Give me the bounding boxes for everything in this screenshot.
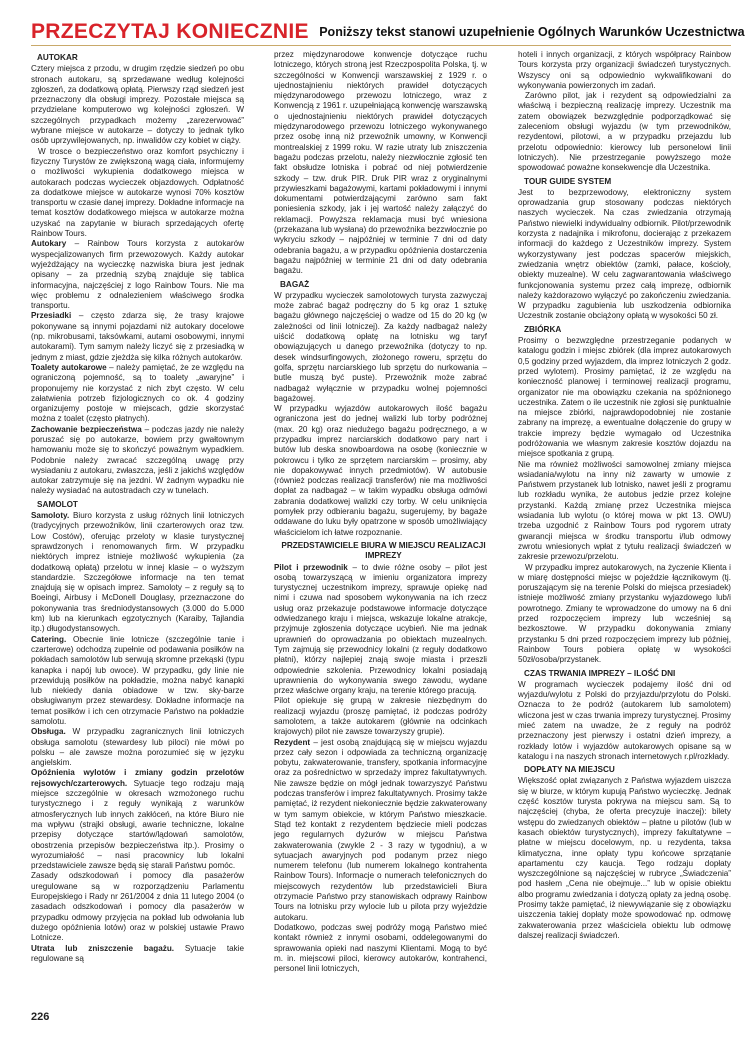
paragraph <box>274 738 487 923</box>
column-3 <box>518 50 731 990</box>
paragraph: hoteli i innych organizacji, z których współpracy Rainbow Tours korzysta przy organizacji świadczeń turystycznych. Wszyscy oni są odpowiednio wykwalifikowani do wykonywania powierzonych im zadań. <box>518 50 731 90</box>
paragraph: W trosce o bezpieczeństwo oraz komfort psychiczny i fizyczny Turystów ze zwiększoną wagą ciała, informujemy o możliwości wykupienia dodatkowego miejsca w autokarach podczas wycieczek objazdowych. Odpłatność za dodatkowe miejsce w autokarze wynosi 70% kosztów transportu w czasie danej imprezy. Dokładne informacje na temat kosztów dodatkowego miejsca w autokarze można uzyskać na zapytanie w biurach sprzedających ofertę Rainbow Tours. <box>31 146 244 239</box>
paragraph <box>31 635 244 728</box>
paragraph-text: – często zdarza się, że trasy krajowe pokonywane są innymi pojazdami niż autokary docelowe (np. mikrobusami, taksówkami, autami osobowymi, innymi autokarami). Tym samym należy liczyć się z przesiadką w jednym z miast, gdzie zjeżdża się kilka różnych autokarów. <box>31 311 244 362</box>
paragraph: Prosimy o bezwzględne przestrzeganie podanych w katalogu godzin i miejsc zbiórek (dla imprez autokarowych 0,5 godziny przed wyjazdem, dla imprez lotniczych 2 godz. przed wylotem). Prosimy pamiętać, iż ze względu na konieczność planowej i terminowej realizacji programu, organizator nie ma obowiązku czekania na spóźnionego uczestnika. Zatem o ile uczestnik nie zgłosi się punktualnie na miejsce zbiórki, najprawdopodobniej nie zostanie zabrany na imprezę, a ewentualne dołączenie do grupy w trakcie imprezy będzie wymagało od Uczestnika podróżowania we własnym zakresie kosztów dojazdu na miejsce spotkania z grupą. <box>518 336 731 459</box>
lead-term: Opóźnienia wylotów i zmiany godzin przelotów rejsowych/czarterowych. <box>31 768 244 788</box>
lead-term: Utrata lub zniszczenie bagażu. <box>31 943 175 953</box>
paragraph: przez międzynarodowe konwencje dotyczące ruchu lotniczego, których stroną jest Rzeczpospolita Polska, tj. w szczególności w Konwencji warszawskiej z 1929 r. o ujednostajnieniu niektórych prawideł dotyczących międzynarodowego przewozu lotniczego, wraz z Konwencją z 1961 r. uzupełniającą konwencję warszawską o ujednostajnieniu niektórych prawideł dotyczących międzynarodowego przewozu lotniczego wykonywanego przez osobę inną niż przewoźnik umowny, w Konwencji montrealskiej z 1999 roku. W razie utraty lub zniszczenia bagażu podczas przelotu, należy niezwłocznie zgłosić ten fakt obsłudze lotniska i pobrać od niej potwierdzenie szkody – tzw. druk PIR. Druk PIR wraz z oryginalnymi przywieszkami bagażowymi, kartami pokładowymi i innymi dokumentami potwierdzającymi zarówno sam fakt poniesienia szkody, jak i jej wartość należy załączyć do reklamacji. Powyższa reklamacja musi być wniesiona (przekazana lub wysłana) do przewoźnika bezzwłocznie po wykryciu szkody – najpóźniej w terminie 7 dni od daty odebrania bagażu, a w przypadku opóźnienia dostarczenia bagażu najpóźniej w terminie 21 dni od daty odebrania bagażu. <box>274 50 487 276</box>
paragraph: Nie ma również możliwości samowolnej zmiany miejsca wsiadania/wylotu na inny niż zawarty w umowie z Państwem przystanek lub lotnisko, nawet jeśli z programu lub rozkładu wynika, że autobus jedzie przez kolejne przystanki. Każdą zmianę przez Uczestnika miejsca wsiadania lub wylotu (o której mowa w pkt 13. OWU) trzeba uzgodnić z Rainbow Tours pod rygorem utraty gwarancji miejsca w środku transportu i/lub odmowy zwrotu wniesionych wpłat z tytułu realizacji świadczeń w zakresie przewozu/przelotu. <box>518 459 731 562</box>
lead-term: Autokary <box>31 239 67 249</box>
paragraph <box>274 563 487 697</box>
page-title: PRZECZYTAJ KONIECZNIE <box>31 20 309 43</box>
paragraph-text: – Rainbow Tours korzysta z autokarów wyspecjalizowanych firm przewozowych. Każdy autokar wyjeżdżający na wycieczkę nazwiska biura jest jednak opisany – za przednią szybą znajduje się tablica informacyjna, najczęściej z logo Rainbow Tours. Nie ma więc problemu z odnalezieniem właściwego środka transportu. <box>31 239 244 311</box>
section-heading-doplaty: DOPŁATY NA MIEJSCU <box>524 765 615 775</box>
paragraph: Cztery miejsca z przodu, w drugim rzędzie siedzeń po obu stronach autokaru, są sprzedawane według kolejności zgłoszeń, za dodatkową opłatą. Pierwszy rząd siedzeń jest przeznaczony dla obsługi imprezy. Pozostałe miejsca są przydzielane komputerowo wg kolejności zgłoszeń. W szczególnych przypadkach możemy „zarezerwować” wybrane miejsce w autokarze – dotyczy to jednak tylko osób uprzywilejowanych, np. inwalidów czy kobiet w ciąży. <box>31 64 244 146</box>
section-heading-samolot: SAMOLOT <box>37 499 78 509</box>
paragraph <box>31 311 244 362</box>
paragraph-text: Sytuacje tego rodzaju mają miejsce szczególnie w okresach wzmożonego ruchu turystycznego i z reguły wynikają z warunków atmosferycznych lub innych zakłóceń, na które Biuro nie ma wpływu (strajki obsługi, awarie techniczne, lokalne przepisy dotyczące startów/lądowań samolotów, obostrzenia przepisów bezpieczeństwa itp.). Prosimy o wyrozumiałość – nasi pracownicy lub lokalni przedstawiciele zawsze będą się starali Państwu pomóc. <box>31 778 244 871</box>
paragraph-text: Obecnie linie lotnicze (szczególnie tanie i czarterowe) odchodzą zupełnie od podawania posiłków na pokładach samolotów lub serwują skromne przekąski (typu kanapka i napój lub owoce). W przypadku, gdy linie nie przewidują posiłków na pokładzie, można nabyć kanapki lub niekiedy dania obiadowe w tzw. sky-barze obsługiwanym przez stewardesy. Dokładne informacje na temat posiłków i ich cen otrzymacie Państwo na pokładzie samolotu. <box>31 634 244 726</box>
column-2 <box>274 50 487 990</box>
section-heading-przedstawiciele: PRZEDSTAWICIELE BIURA W MIEJSCU REALIZACJI IMPREZY <box>281 540 486 561</box>
paragraph-text: – to dwie różne osoby – pilot jest osobą towarzyszącą w imieniu organizatora imprezy turystycznej uczestnikom imprezy, sprawuje opiekę nad nimi i czuwa nad sposobem wykonywania na ich rzecz usług oraz przekazuje podstawowe informacje dotyczące odwiedzanego kraju i miejsca, wskazuje lokalne atrakcje, przyjmuje zgłoszenia dotyczące ucybień. Nie ma jednak uprawnień do oprowadzania po obiektach muzealnych. Tym zajmują się przewodnicy lokalni (z reguły dodatkowo płatni), którzy najlepiej znają swoje miasta i przeszli odpowiednie szkolenia. Przewodnicy lokalni posiadają uprawnienia do wykonywania swego zawodu, wydane przez właściwe organy kraju, na terenie którego pracują. <box>274 562 487 696</box>
paragraph <box>31 727 244 768</box>
paragraph-text: Biuro korzysta z usług różnych linii lotniczych (tradycyjnych przewoźników, linii czarterowych oraz tzw. Low Costów), oferując przeloty w klasie turystycznej sprawdzonych i renomowanych firm. W przypadku niektórych imprez istnieje możliwość wykupienia (za dodatkową opłatą) przelotu w innej klasie – o wyższym standardzie. Szczegółowe informacje na ten temat znajdują się w opisach imprez. Samoloty – z reguły są to Boeingi, Airbusy i McDonell Douglasy, przeznaczone do pokonywania tras średniodystansowych (3.000 do 5.000 km) lub na kierunkach egzotycznych (Karaiby, Tajlandia itp.) długodystansowych. <box>31 511 244 634</box>
header-divider <box>31 45 731 46</box>
paragraph: Zasady odszkodowań i pomocy dla pasażerów uregulowane są w rozporządzeniu Parlamentu Europejskiego i Rady nr 261/2004 z dnia 11 lutego 2004 (o zasadach odszkodowań i pomocy dla pasażerów w przypadku odmowy przyjęcia na pokład lub odwołania lub dużego opóźnienia lotów) oraz w polskiej ustawie Prawo Lotnicze. <box>31 871 244 943</box>
paragraph: Większość opłat związanych z Państwa wyjazdem uiszcza się w biurze, w którym kupują Państwo wycieczkę. Jednak część kosztów turysta pokrywa na miejscu sam. Są to najczęściej (chyba, że oferta precyzuje inaczej): bilety wstępu do zwiedzanych obiektów – płatne u pilotów (lub w kasach obiektów turystycznych), imprezy fakultatywne – płatne w miejscu docelowym, np. u rezydenta, taksa klimatyczna, inne opłaty typu końcowe sprzątanie apartamentu czy kaucja. Tego rodzaju dopłaty wyszczególnione są najczęściej w rubryce „Świadczenia” pod hasłem „Cena nie obejmuje...” lub w opisie obiektu albo programu zwiedzania i dotyczą opłaty za jedną osobę. Prosimy także pamiętać, iż niewywiązanie się z obowiązku uiszczenia takiej dopłaty może spowodować np. odmowę zakwaterowania przez właściciela obiektu lub odmowę dalszej realizacji świadczeń. <box>518 776 731 940</box>
section-heading-zbiorka: ZBIÓRKA <box>524 324 562 334</box>
lead-term: Toalety autokarowe <box>31 362 107 372</box>
paragraph: W przypadku wyjazdów autokarowych ilość bagażu ograniczona jest do jednej walizki lub torby podróżnej (max. 20 kg) oraz niedużego bagażu podręcznego, a w przypadku imprez narciarskich dodatkowo pary nart i butów lub deska snowboardowa na osobę (koniecznie w pokrowcu i tylko ze sprzętem narciarskim – prosimy, aby nie dopakowywać innych przedmiotów). W autobusie (również podczas realizacji transferów) nie ma możliwości dopłat za nadbagaż – w takim wypadku obsługa odmówi zabrania dodatkowej walizki czy torby. W celu uniknięcia pomyłek przy odbieraniu bagażu, sugerujemy, by bagaże oddawane do luku były opatrzone w sposób umożliwiający właścicielom ich łatwe rozpoznanie. <box>274 404 487 537</box>
paragraph <box>31 768 244 871</box>
paragraph-text: – jest osobą znajdującą się w miejscu wyjazdu przez cały sezon i odpowiada za techniczną organizację pobytu, zakwaterowanie, transfery, spotkania informacyjne oraz za pośrednictwo w sprzedaży imprez fakultatywnych. Nie zawsze będzie on mógł jednak towarzyszyć Państwu podczas transferów i imprez fakultatywnych. Prosimy także pamiętać, iż rezydent niekoniecznie będzie zakwaterowany w tym samym obiekcie, w którym Państwo mieszkacie. Stąd też kontakt z rezydentem będziecie mieli podczas jego regularnych dyżurów w miejscu Państwa zakwaterowania (zwykle 2 - 3 razy w tygodniu), a w sytuacjach awaryjnych pod podanym przez niego numerem telefonu (lub numerem lokalnego kontrahenta Rainbow Tours). Informacje o numerach telefonicznych do miejscowych rezydentów lub przedstawicieli Biura otrzymacie Państwo przy stanowiskach odprawy Rainbow Tours na lotnisku przy wylocie lub u pilota przy wyjeździe autokaru. <box>274 737 487 922</box>
paragraph: Pilot opiekuje się grupą w zakresie niezbędnym do realizacji wyjazdu (proszę pamiętać, iż podczas podróży samolotem, a także autokarem (głównie na odcinkach krajowych) pilot nie zawsze towarzyszy grupie). <box>274 696 487 737</box>
paragraph: W przypadku wycieczek samolotowych turysta zazwyczaj może zabrać bagaż podręczny do 5 kg oraz 1 sztukę bagażu głównego najczęściej o wadze od 15 do 20 kg (w zależności od linii lotniczej). Za każdy nadbagaż należy uiścić dodatkową opłatę na lotnisku wg taryf obowiązujących u danego przewoźnika (dotyczy to np. desek windsurfingowych, złożonego roweru, sprzętu do golfa, sprzętu narciarskiego lub sprzętu do nurkowania – butle muszą być puste). Przewoźnik może zabrać nadbagaż wyłącznie w przypadku wolnej pojemności bagażowej. <box>274 290 487 403</box>
paragraph <box>31 239 244 311</box>
lead-term: Samoloty. <box>31 511 70 521</box>
paragraph: Dodatkowo, podczas swej podróży mogą Państwo mieć kontakt również z innymi osobami, oddelegowanymi do sprawowania opieki nad naszymi Klientami. Mogą to być m. in. miejscowi piloci, kierowcy autokarów, kontrahenci, personel linii lotniczych, <box>274 922 487 974</box>
page-subtitle: Poniższy tekst stanowi uzupełnienie Ogólnych Warunków Uczestnictwa <box>319 25 745 39</box>
paragraph <box>31 425 244 497</box>
page-header <box>31 20 745 43</box>
paragraph-text: Sytuacje takie regulowane są <box>31 943 244 963</box>
paragraph <box>31 511 244 635</box>
lead-term: Rezydent <box>274 737 311 747</box>
lead-term: Obsługa. <box>31 727 66 737</box>
column-1 <box>31 50 244 990</box>
paragraph-text: – podczas jazdy nie należy poruszać się po autokarze, bowiem przy gwałtownym hamowaniu może się to skończyć poważnym wypadkiem. Podobnie należy zwracać szczególną uwagę przy wysiadaniu z autokaru, zwłaszcza, jeśli z jakichś względów autokar zatrzymuje się na jezdni. W żadnym wypadku nie należy wysiadać na autostradach czy w tunelach. <box>31 424 244 496</box>
paragraph-text: W przypadku zagranicznych linii lotniczych obsługa samolotu (stewardesy lub piloci) nie mówi po polsku – ale zawsze można porozumieć się w języku angielskim. <box>31 727 244 768</box>
lead-term: Catering. <box>31 634 67 644</box>
paragraph: W przypadku imprez autokarowych, na życzenie Klienta i w miarę dostępności miejsc w pojeździe łącznikowym (tj. poruszającym się na terenie Polski do miejsca przesiadek) istnieje możliwość zmiany przystanku wyjazdowego lub/i powrotnego. Zmiany te wprowadzone do umowy na 6 dni przed rozpoczęciem imprezy lub wcześniej są bezkosztowe. W przypadku dokonywania zmiany przystanku 5 dni przed rozpoczęciem imprezy lub później, Rainbow Tours pobiera opłatę w wysokości 50zł/osoba/przystanek. <box>518 562 731 665</box>
paragraph-text: – należy pamiętać, że ze względu na ograniczoną pojemność, są to toalety „awaryjne” i proponujemy nie korzystać z nich zbyt często. W celu załatwienia potrzeb fizjologicznych co ok. 4 godziny organizujemy postoje w miejscach, gdzie skorzystać można z toalet (często płatnych). <box>31 362 244 424</box>
section-heading-czas-trwania: CZAS TRWANIA IMPREZY – ILOŚĆ DNI <box>524 668 676 678</box>
paragraph <box>31 944 244 965</box>
lead-term: Zachowanie bezpieczeństwa <box>31 424 142 434</box>
section-heading-tour-guide: TOUR GUIDE SYSTEM <box>524 176 612 186</box>
lead-term: Przesiadki <box>31 311 72 321</box>
section-heading-bagaz: BAGAŻ <box>280 279 310 289</box>
paragraph: Zarówno pilot, jak i rezydent są odpowiedzialni za właściwą i bezpieczną realizację imprezy. Uczestnik ma zatem obowiązek bezwzględnie podporządkować się zaleceniom obsługi wyjazdu (w tym przewodników, rezydentowi, pilotowi, a w przypadku przejazdu lub przelotu odpowiednio: kierowcy lub personelowi linii lotniczych). Nie przestrzeganie powyższego może spowodować poważne konsekwencje dla Uczestnika. <box>518 91 731 173</box>
paragraph: W programach wycieczek podajemy ilość dni od wyjazdu/wylotu z Polski do przyjazdu/przylotu do Polski. Oznacza to że podróż (autokarem lub samolotem) wliczona jest w czas trwania imprezy turystycznej. Prosimy mieć zatem na uwadze, że z reguły na podróż przeznaczony jest pierwszy i ostatni dzień imprezy, a rozkłady lotów i wyjazdów autokarowych opisane są w katalogu i na naszych stronach internetowych r.pl/rozkłady. <box>518 679 731 761</box>
section-heading-autokar: AUTOKAR <box>37 53 78 62</box>
lead-term: Pilot i przewodnik <box>274 562 348 572</box>
paragraph <box>31 363 244 425</box>
paragraph: Jest to bezprzewodowy, elektroniczny system oprowadzania grup stosowany podczas niektórych naszych wycieczek. Na czas zwiedzania otrzymają Państwo niewielki indywidualny odbiornik. Pilot/przewodnik korzysta z nadajnika i mikrofonu, docierając z przekazem informacji do każdego z Uczestników imprezy. System wykorzystywany jest podczas spacerów miejskich, zwiedzania wnętrz obiektów (zamki, pałace, kościoły, obiekty muzealne). W celu zagwarantowania właściwego funkcjonowania systemu przez całą imprezę, odbiornik należy każdorazowo wyłączyć po zakończeniu zwiedzania. W przypadku zagubienia lub uszkodzenia odbiornika Uczestnik zostanie obciążony opłatą w wysokości 50 zł. <box>518 187 731 321</box>
page-number: 226 <box>31 1011 50 1023</box>
